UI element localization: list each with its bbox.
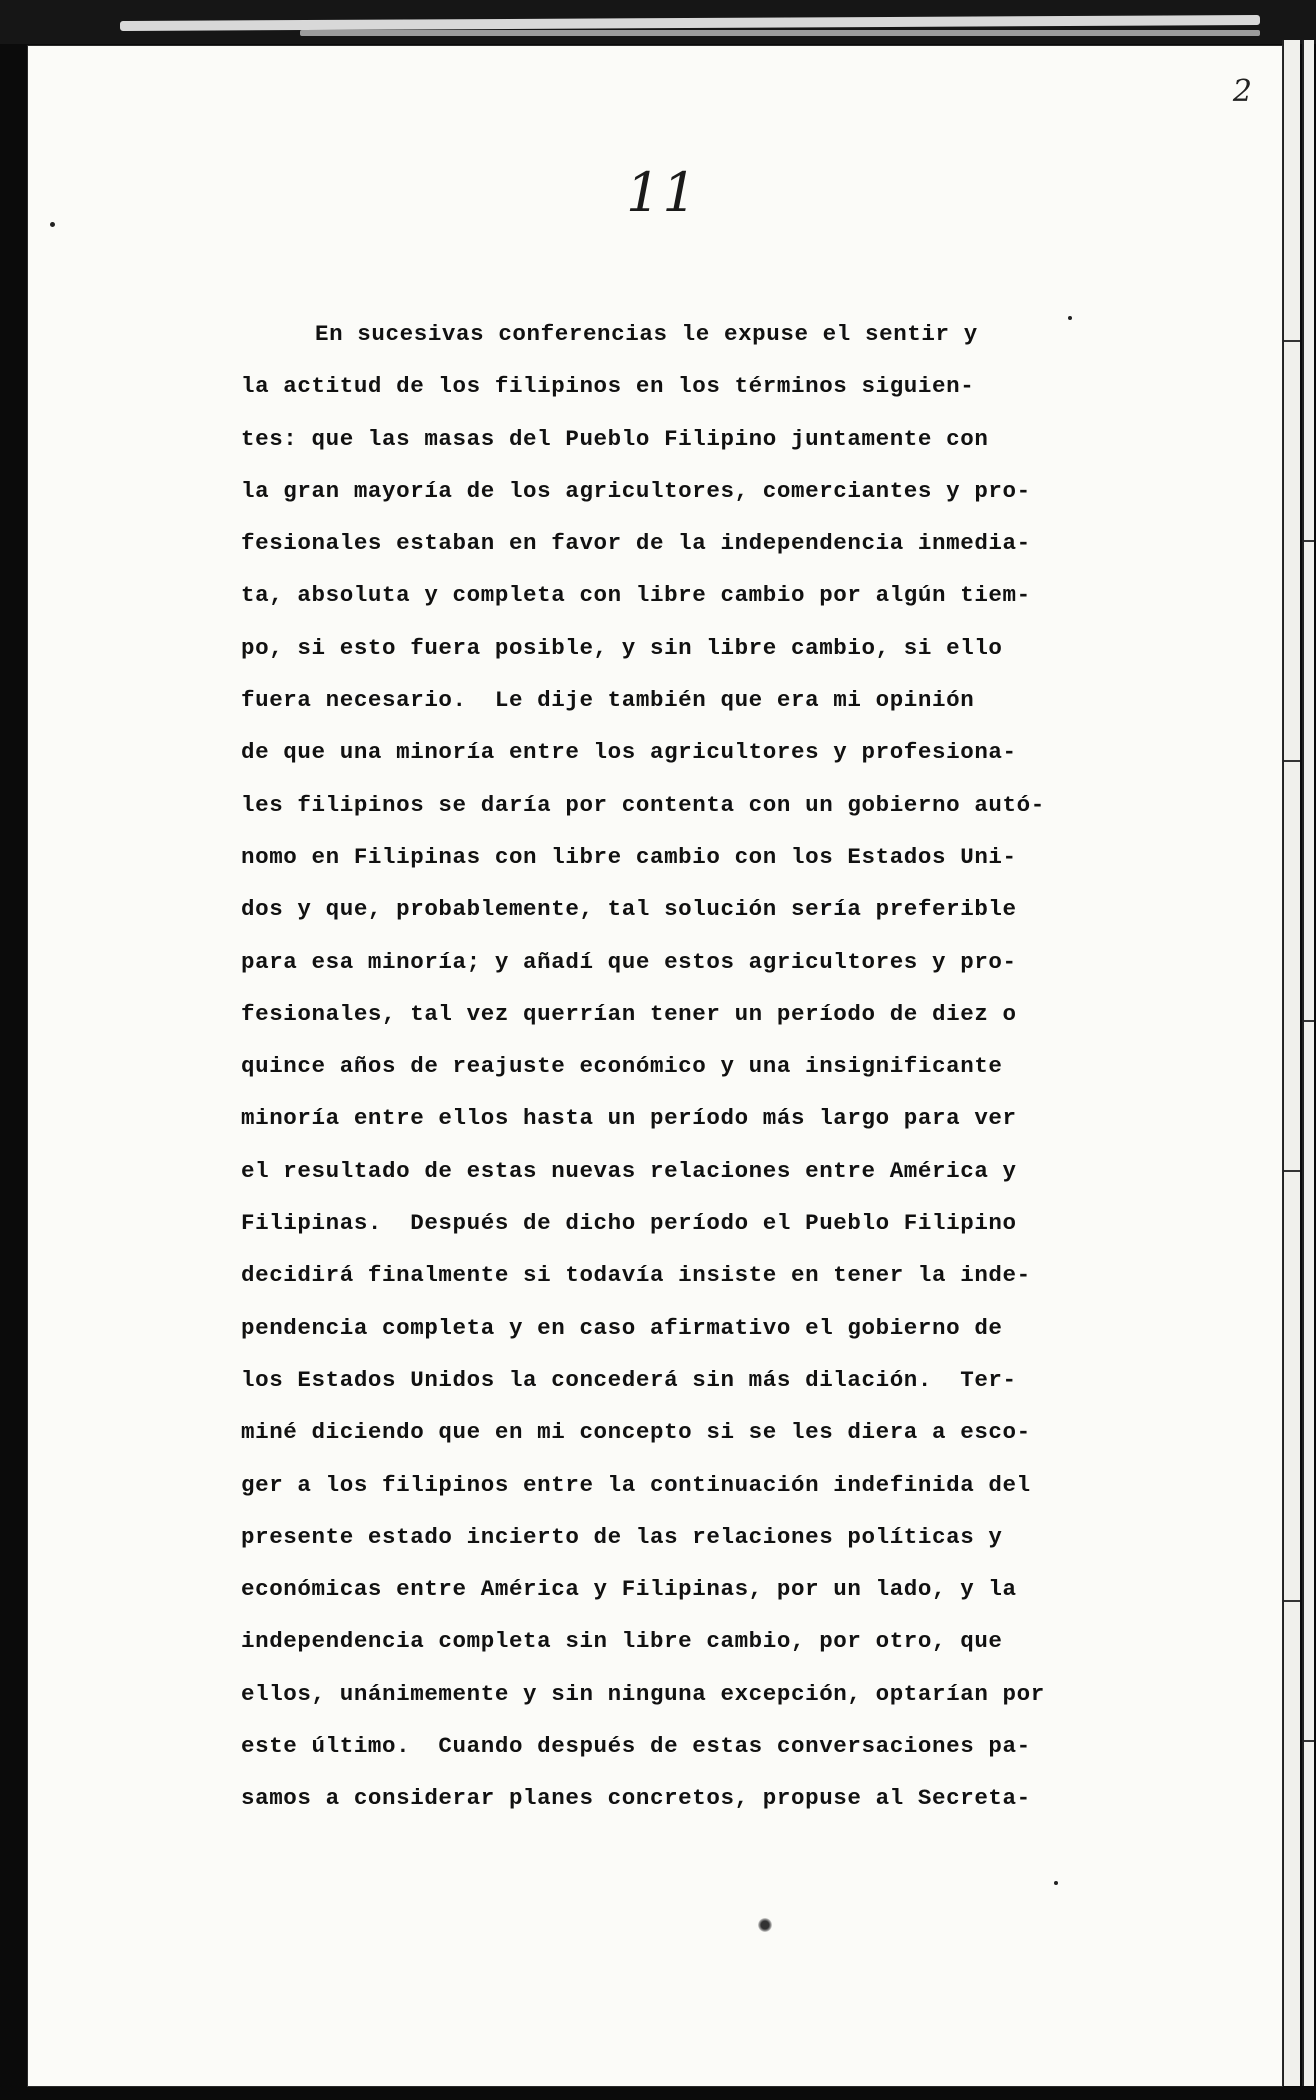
handwritten-page-marker: 11: [626, 161, 699, 224]
text-line: para esa minoría; y añadí que estos agricultores y pro-: [241, 948, 1017, 975]
scan-speck: [50, 222, 55, 227]
text-line: miné diciendo que en mi concepto si se les diera a esco-: [241, 1419, 1031, 1446]
text-line: fesionales, tal vez querrían tener un período de diez o: [241, 1000, 1017, 1027]
text-line: fuera necesario. Le dije también que era mi opinión: [241, 687, 975, 714]
text-line: ellos, unánimemente y sin ninguna excepción, optarían por: [241, 1680, 1045, 1707]
text-line: decidirá finalmente si todavía insiste en tener la inde-: [241, 1262, 1031, 1289]
text-line: minoría entre ellos hasta un período más largo para ver: [241, 1105, 1017, 1132]
text-line: económicas entre América y Filipinas, por un lado, y la: [241, 1576, 1017, 1603]
text-line: fesionales estaban en favor de la independencia inmedia-: [241, 530, 1031, 557]
stacked-page-edge: [1302, 40, 1314, 2086]
text-line: quince años de reajuste económico y una insignificante: [241, 1053, 1003, 1080]
typed-paragraph: [241, 308, 1201, 1825]
scan-top-edge: [0, 0, 1316, 44]
text-line: los Estados Unidos la concederá sin más dilación. Ter-: [241, 1366, 1017, 1393]
torn-paper-strip-shadow: [300, 30, 1260, 36]
stacked-page-edge: [1282, 40, 1300, 2086]
text-line: independencia completa sin libre cambio, por otro, que: [241, 1628, 1003, 1655]
torn-paper-strip: [120, 15, 1260, 31]
text-line: nomo en Filipinas con libre cambio con los Estados Uni-: [241, 843, 1017, 870]
text-line: de que una minoría entre los agricultores y profesiona-: [241, 739, 1017, 766]
text-line: la actitud de los filipinos en los términos siguien-: [241, 373, 975, 400]
text-line: En sucesivas conferencias le expuse el sentir y: [315, 321, 978, 347]
text-line: presente estado incierto de las relaciones políticas y: [241, 1523, 1003, 1550]
text-line: tes: que las masas del Pueblo Filipino juntamente con: [241, 425, 989, 452]
text-line: po, si esto fuera posible, y sin libre cambio, si ello: [241, 634, 1003, 661]
text-line: la gran mayoría de los agricultores, comerciantes y pro-: [241, 477, 1031, 504]
text-line: les filipinos se daría por contenta con un gobierno autó-: [241, 791, 1045, 818]
text-line: el resultado de estas nuevas relaciones entre América y: [241, 1157, 1017, 1184]
ink-smudge: [758, 1918, 772, 1932]
scan-speck: [1054, 1881, 1058, 1885]
text-line: ta, absoluta y completa con libre cambio por algún tiem-: [241, 582, 1031, 609]
text-line: Filipinas. Después de dicho período el Pueblo Filipino: [241, 1210, 1017, 1237]
page-number: 2: [1232, 74, 1252, 109]
text-line: pendencia completa y en caso afirmativo el gobierno de: [241, 1314, 1003, 1341]
text-line: samos a considerar planes concretos, propuse al Secreta-: [241, 1785, 1031, 1812]
text-line: este último. Cuando después de estas conversaciones pa-: [241, 1733, 1031, 1760]
text-line: ger a los filipinos entre la continuación indefinida del: [241, 1471, 1031, 1498]
document-page: [28, 46, 1282, 2086]
text-line: dos y que, probablemente, tal solución sería preferible: [241, 896, 1017, 923]
